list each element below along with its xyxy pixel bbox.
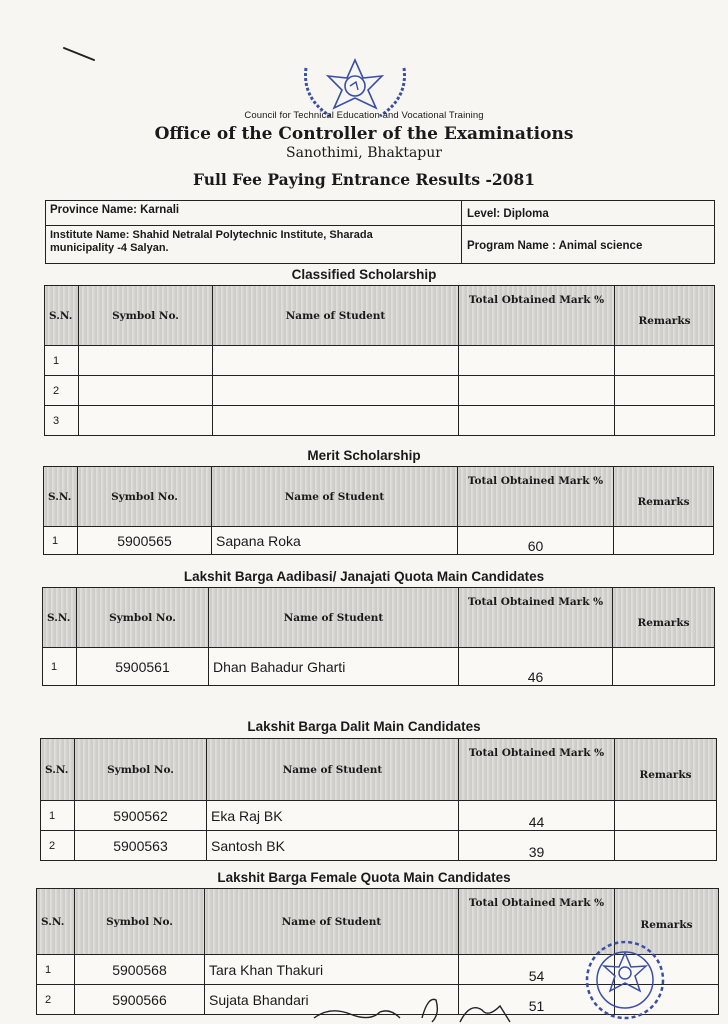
cell-sn: 2	[37, 985, 75, 1015]
cell-remarks	[614, 527, 714, 555]
col-mark: Total Obtained Mark %	[459, 588, 613, 648]
section-title-merit: Merit Scholarship	[307, 448, 421, 463]
cell-mark: 44	[459, 801, 615, 831]
cell-name	[213, 346, 459, 376]
cell-name	[213, 406, 459, 436]
cell-remarks	[615, 831, 717, 861]
table-janajati	[42, 587, 715, 686]
cell-sn: 1	[45, 346, 79, 376]
cell-remarks	[615, 801, 717, 831]
col-symbol: Symbol No.	[79, 286, 213, 346]
cell-symbol	[79, 346, 213, 376]
institute-name	[46, 226, 461, 258]
office-title: Office of the Controller of the Examinations	[154, 124, 574, 144]
cell-mark: 51	[459, 985, 615, 1015]
signature-icon	[310, 988, 550, 1024]
cell-sn: 2	[41, 831, 75, 861]
cell-remarks	[615, 376, 715, 406]
cell-remarks	[615, 406, 715, 436]
col-symbol: Symbol No.	[78, 467, 212, 527]
info-box	[45, 200, 715, 264]
cell-mark: 39	[459, 831, 615, 861]
section-title-classified: Classified Scholarship	[291, 267, 437, 282]
cell-name	[213, 376, 459, 406]
cell-mark: 60	[458, 527, 614, 555]
cell-symbol: 5900561	[77, 648, 209, 686]
col-symbol: Symbol No.	[77, 588, 209, 648]
cell-sn: 1	[44, 527, 78, 555]
office-location: Sanothimi, Bhaktapur	[286, 145, 442, 161]
col-mark: Total Obtained Mark %	[458, 467, 614, 527]
cell-symbol: 5900562	[75, 801, 207, 831]
col-mark: Total Obtained Mark %	[459, 889, 615, 955]
col-remarks: Remarks	[614, 467, 714, 527]
cell-mark	[459, 406, 615, 436]
cell-sn: 1	[43, 648, 77, 686]
province-name: Province Name: Karnali	[50, 204, 180, 216]
cell-symbol: 5900563	[75, 831, 207, 861]
col-remarks: Remarks	[613, 588, 715, 648]
col-symbol: Symbol No.	[75, 889, 205, 955]
table-row	[41, 831, 717, 861]
col-remarks: Remarks	[615, 286, 715, 346]
cell-name: Sapana Roka	[212, 527, 458, 555]
col-name: Name of Student	[207, 739, 459, 801]
cell-remarks	[613, 648, 715, 686]
cell-sn: 2	[45, 376, 79, 406]
cell-name: Tara Khan Thakuri	[205, 955, 459, 985]
table-row	[44, 527, 714, 555]
cell-name: Dhan Bahadur Gharti	[209, 648, 459, 686]
table-row	[43, 648, 715, 686]
cell-name: Eka Raj BK	[207, 801, 459, 831]
results-title: Full Fee Paying Entrance Results -2081	[192, 170, 536, 189]
col-mark: Total Obtained Mark %	[459, 286, 615, 346]
col-remarks: Remarks	[615, 889, 719, 955]
pen-stroke-mark	[62, 44, 98, 64]
cell-mark: 46	[459, 648, 613, 686]
table-row	[41, 801, 717, 831]
cell-mark	[459, 346, 615, 376]
cell-symbol	[79, 406, 213, 436]
table-row	[45, 406, 715, 436]
cell-symbol: 5900568	[75, 955, 205, 985]
table-classified	[44, 285, 715, 436]
council-name: Council for Technical Education and Vocational Training	[244, 110, 484, 121]
section-title-female: Lakshit Barga Female Quota Main Candidates	[217, 870, 511, 885]
cell-mark	[459, 376, 615, 406]
cell-symbol: 5900566	[75, 985, 205, 1015]
cell-sn: 3	[45, 406, 79, 436]
program-name: Program Name : Animal science	[467, 240, 643, 252]
col-sn: S.N.	[44, 467, 78, 527]
cell-symbol	[79, 376, 213, 406]
cell-sn: 1	[41, 801, 75, 831]
col-mark: Total Obtained Mark %	[459, 739, 615, 801]
col-sn: S.N.	[41, 739, 75, 801]
table-dalit	[40, 738, 717, 861]
col-remarks: Remarks	[615, 739, 717, 801]
cell-remarks	[615, 346, 715, 376]
cell-symbol: 5900565	[78, 527, 212, 555]
section-title-dalit: Lakshit Barga Dalit Main Candidates	[247, 719, 481, 734]
table-merit	[43, 466, 714, 555]
table-row	[45, 346, 715, 376]
col-sn: S.N.	[43, 588, 77, 648]
cell-name: Sujata Bhandari	[205, 985, 459, 1015]
col-name: Name of Student	[209, 588, 459, 648]
level: Level: Diploma	[467, 208, 549, 220]
cell-mark: 54	[459, 955, 615, 985]
col-name: Name of Student	[205, 889, 459, 955]
col-sn: S.N.	[45, 286, 79, 346]
institute-line-2: municipality -4 Salyan.	[50, 242, 169, 254]
ctevt-seal-icon	[300, 58, 410, 118]
col-name: Name of Student	[213, 286, 459, 346]
official-stamp-icon	[560, 935, 690, 1020]
table-row	[45, 376, 715, 406]
cell-sn: 1	[37, 955, 75, 985]
col-name: Name of Student	[212, 467, 458, 527]
cell-name: Santosh BK	[207, 831, 459, 861]
col-symbol: Symbol No.	[75, 739, 207, 801]
section-title-janajati: Lakshit Barga Aadibasi/ Janajati Quota Main Candidates	[183, 569, 545, 584]
institute-line-1: Institute Name: Shahid Netralal Polytechnic Institute, Sharada	[50, 229, 373, 241]
col-sn: S.N.	[37, 889, 75, 955]
